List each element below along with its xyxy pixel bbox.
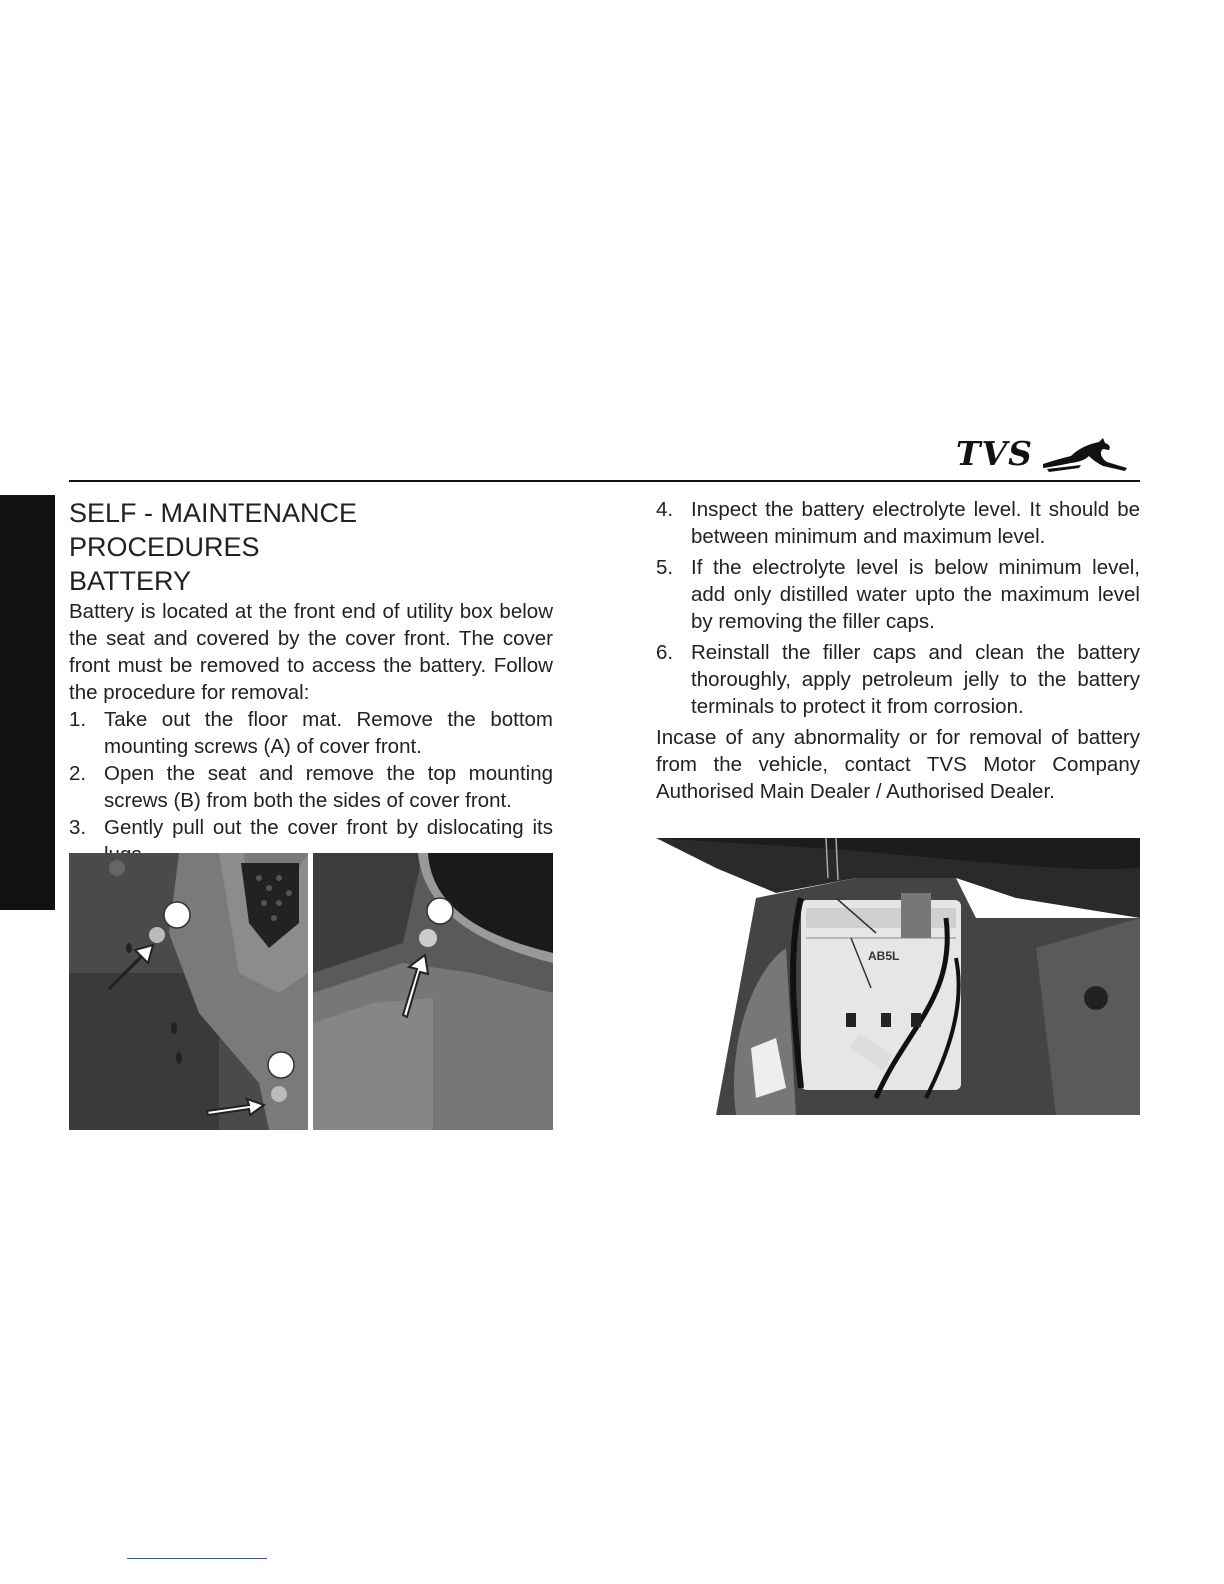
step-1 <box>69 706 553 760</box>
chapter-tab <box>0 495 55 910</box>
logo-text: TVS <box>956 434 1033 473</box>
step-number: 3. <box>69 816 87 839</box>
step-2 <box>69 760 553 814</box>
photo-top-screws <box>313 853 553 1130</box>
step-text: Take out the floor mat. Remove the bottom mounting screws (A) of cover front. <box>104 708 553 758</box>
step-number: 2. <box>69 762 87 785</box>
step-text: Gently pull out the cover front by dislocating its <box>104 816 553 839</box>
step-number: 1. <box>69 708 87 731</box>
step-number: 6. <box>656 641 674 664</box>
footer-link-underline <box>127 1558 267 1559</box>
header-rule <box>69 480 1140 482</box>
step-number: 5. <box>656 556 674 579</box>
step-4 <box>656 496 1140 550</box>
section-heading: BATTERY <box>69 566 192 596</box>
battery-label: AB5L <box>868 949 900 963</box>
closing-paragraph: Incase of any abnormality or for removal of battery from the vehicle, contact TVS Motor Company Authorised Main Dealer / Authorised Dealer. <box>656 726 1140 803</box>
step-5 <box>656 554 1140 635</box>
step-text: Open the seat and remove the top mounting screws (B) from both the sides of cover front. <box>104 762 553 812</box>
left-column <box>69 496 553 868</box>
step-text: Reinstall the filler caps and clean the battery thoroughly, apply petroleum jelly to the battery terminals to protect it from corrosion. <box>691 641 1140 718</box>
page-heading: SELF - MAINTENANCE PROCEDURES <box>69 498 358 562</box>
steps-list-right <box>656 496 1140 720</box>
right-column <box>656 496 1140 805</box>
step-number: 4. <box>656 498 674 521</box>
step-6 <box>656 639 1140 720</box>
intro-paragraph: Battery is located at the front end of utility box below the seat and covered by the cover front. The cover front must be removed to access the battery. Follow the procedure for removal: <box>69 600 553 704</box>
step-text: Inspect the battery electrolyte level. It should be between minimum and maximum level. <box>691 498 1140 548</box>
photo-bottom-screws <box>69 853 308 1130</box>
photo-battery <box>656 838 1140 1115</box>
step-text: If the electrolyte level is below minimum level, add only distilled water upto the maximum level by removing the filler caps. <box>691 556 1140 633</box>
horse-icon <box>1041 438 1131 472</box>
tvs-logo <box>956 436 1132 472</box>
steps-list-left <box>69 706 553 868</box>
